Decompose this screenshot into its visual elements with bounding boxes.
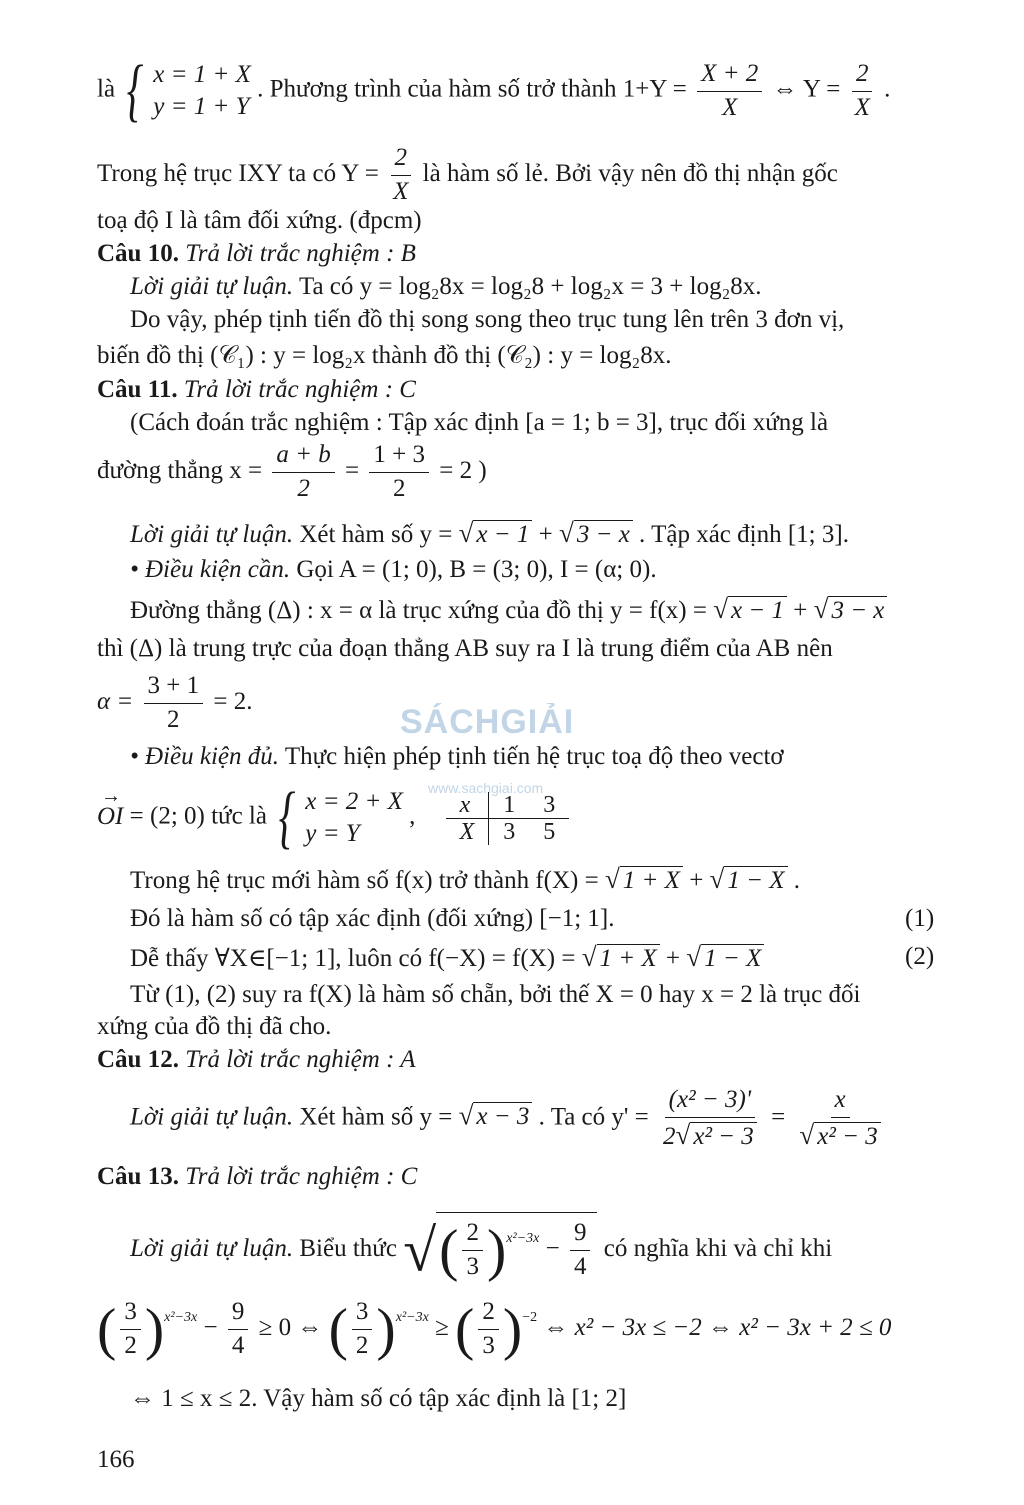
denominator: 2 (167, 705, 180, 733)
text: = 2. (213, 687, 253, 715)
exponent: x²−3x (395, 1309, 429, 1325)
fraction (120, 1298, 141, 1361)
numerator: X + 2 (697, 60, 762, 92)
q11-line-12: Dễ thấy ∀X∈[−1; 1], luôn có f(−X) = f(X) = √ 1 + X + √ 1 − X (130, 944, 764, 971)
table-cell: 5 (543, 818, 556, 845)
q11-line-9: → OI = (2; 0) tức là { x = 2 + X y = Y , x 1 3 X 3 5 (97, 783, 569, 853)
denominator: 4 (573, 1252, 587, 1280)
watermark (400, 703, 575, 796)
q13-line-3: ⇔ 1 ≤ x ≤ 2. Vậy hàm số có tập xác định là [1; 2] (130, 1385, 627, 1412)
fraction (352, 1298, 373, 1361)
exponent: x²−3x (506, 1230, 540, 1246)
q10-line-3: biến đồ thị (𝒞₁) : y = log₂x thành đồ thị (𝒞₂) : y = log₂8x. (97, 342, 672, 369)
numerator: 1 + 3 (369, 441, 429, 473)
fraction (697, 60, 762, 123)
table-row (446, 792, 570, 819)
table-cell: 3 (503, 818, 516, 845)
text: Biểu thức (299, 1234, 397, 1262)
numerator: 9 (570, 1219, 591, 1251)
fraction (478, 1298, 499, 1361)
denominator: 3 (482, 1331, 495, 1359)
question-title: Câu 11. (97, 376, 178, 403)
lead-text: • Điều kiện đủ. (130, 743, 279, 770)
text: . Phương trình của hàm số trở thành 1+Y = (257, 75, 687, 103)
lead-text: Lời giải tự luận. (130, 521, 294, 548)
table-cell: X (446, 818, 489, 845)
text: Trong hệ trục IXY ta có Y = (97, 159, 379, 187)
q11-line-3: Lời giải tự luận. Xét hàm số y = √ x − 1 + √ 3 − x . Tập xác định [1; 3]. (130, 518, 849, 548)
radicand: 3 − x (574, 520, 633, 548)
question-title: Câu 12. (97, 1046, 179, 1073)
system-row: x = 1 + X (153, 60, 251, 88)
denominator: √ x² − 3 (795, 1118, 884, 1152)
text: α = (97, 687, 134, 715)
radicand: 1 − X (701, 944, 764, 972)
equation-number-1: (1) (905, 905, 935, 932)
text: . (884, 75, 891, 103)
watermark-url: www.sachgiai.com (428, 780, 544, 796)
text: Xét hàm số y = (299, 1103, 453, 1131)
table-cell: 3 (529, 792, 569, 819)
q11-line-11: Đó là hàm số có tập xác định (đối xứng) [−1; 1]. (130, 905, 615, 932)
text: . Tập xác định [1; 3]. (639, 521, 849, 548)
q13-heading (97, 1164, 417, 1189)
fraction (389, 144, 412, 207)
exponent: −2 (522, 1309, 538, 1325)
numerator: 2 (478, 1298, 499, 1330)
fraction (369, 441, 429, 504)
table-cell: 1 (489, 792, 530, 819)
radicand: 1 − X (724, 866, 787, 894)
text: là (97, 75, 116, 103)
text: Xét hàm số y = (299, 521, 453, 548)
fraction (462, 1219, 483, 1282)
text: = (2; 0) tức là (129, 802, 267, 830)
q10-line-1 (130, 274, 762, 299)
system-row: y = Y (305, 820, 360, 847)
question-answer: Trả lời trắc nghiệm : A (185, 1046, 416, 1073)
text: Thực hiện phép tịnh tiến hệ trục toạ độ theo vectơ (284, 743, 784, 770)
q10-heading (97, 241, 416, 266)
text: là hàm số lẻ. Bởi vậy nên đồ thị nhận gốc (422, 159, 838, 187)
q11-line-13: Từ (1), (2) suy ra f(X) là hàm số chẵn, bởi thế X = 0 hay x = 2 là trục đối (130, 981, 861, 1008)
text: Đường thẳng (Δ) : x = α là trục xứng của đồ thị y = f(x) = (130, 597, 707, 624)
denominator: 2√ x² − 3 (659, 1118, 761, 1152)
fraction (228, 1298, 249, 1361)
q13-line-1: Lời giải tự luận. Biểu thức √( $\frac{2}{3}$ )$^{x^2-3x}$ − $\frac{9}{4}$ có nghĩa khi và chỉ khi (130, 1212, 832, 1282)
question-answer: Trả lời trắc nghiệm : B (185, 240, 416, 267)
numerator: 9 (228, 1298, 249, 1330)
fraction (795, 1086, 884, 1152)
q11-line-4 (130, 557, 657, 582)
fraction (570, 1219, 591, 1282)
vector-oi: → OI (97, 804, 123, 829)
fraction (272, 441, 334, 504)
numerator: (x² − 3)' (665, 1086, 755, 1118)
fraction (144, 672, 204, 735)
q11-line-7 (97, 672, 252, 735)
table-cell: x (446, 792, 489, 819)
text: = 2 ) (439, 456, 487, 484)
question-answer: Trả lời trắc nghiệm : C (185, 1163, 418, 1190)
q12-heading (97, 1047, 415, 1072)
system-1: { x = 1 + X y = 1 + Y (126, 52, 251, 129)
text: ⇔ x² − 3x ≤ −2 ⇔ x² − 3x + 2 ≤ 0 (543, 1313, 892, 1341)
text: Gọi A = (1; 0), B = (3; 0), I = (α; 0). (296, 556, 657, 583)
radicand: 1 + X (597, 944, 660, 972)
question-title: Câu 13. (97, 1163, 179, 1190)
numerator: x (831, 1086, 850, 1118)
denominator: 2 (355, 1331, 369, 1359)
system-2: { x = 2 + X y = Y (278, 779, 403, 856)
q11-line-14: xứng của đồ thị đã cho. (97, 1013, 332, 1040)
denominator: X (722, 93, 738, 121)
watermark-logo: SÁCHGIẢI (400, 703, 575, 741)
system-row: y = 1 + Y (153, 93, 250, 120)
radicand: 1 + X (620, 866, 683, 894)
fraction (851, 60, 874, 123)
q12-line-1: Lời giải tự luận. Xét hàm số y = √ x − 3 . Ta có y' = $\frac{\text{(x² − 3)'}}{\text{2√ x² − 3}}$ = $\frac{x}{\text{√ x² − 3}}$ (130, 1086, 889, 1152)
q11-line-10: Trong hệ trục mới hàm số f(x) trở thành f(X) = √ 1 + X + √ 1 − X . (130, 864, 801, 894)
table-row (446, 818, 570, 845)
q10-line-2: Do vậy, phép tịnh tiến đồ thị song song theo trục tung lên trên 3 đơn vị, (130, 306, 845, 333)
radicand: x² − 3 (690, 1122, 756, 1150)
text: Dễ thấy ∀X∈[−1; 1], luôn có f(−X) = f(X) = (130, 945, 576, 972)
system-row: x = 2 + X (305, 787, 403, 815)
numerator: 3 + 1 (144, 672, 204, 704)
text: . Ta có y' = (538, 1103, 649, 1131)
q11-line-5: Đường thẳng (Δ) : x = α là trục xứng của đồ thị y = f(x) = √ x − 1 + √ 3 − x (130, 596, 887, 623)
q13-line-2: ( $\frac{3}{2}$ )$^{x^2-3x}$ − $\frac{9}{4}$ ≥ 0 ⇔ ( $\frac{3}{2}$ )$^{x^2-3x}$ ≥ ( $\frac{2}{3}$ )$^{-2}$ ⇔ x² − 3x ≤ −2 ⇔ x² − 3x + 2 ≤ 0 (97, 1296, 892, 1362)
lead-text: • Điều kiện cần. (130, 556, 291, 583)
q11-line-2: đường thẳng x = $\frac{a + b}{2}$ = $\frac{1 + 3}{2}$ = 2 ) (97, 441, 487, 502)
lead-text: Lời giải tự luận. (130, 1234, 294, 1262)
numerator: 2 (852, 60, 873, 92)
radicand: ( $\frac{2}{3}$ )$^{x^2-3x}$ − $\frac{9}{4}$ (436, 1212, 597, 1282)
header-line-1 (97, 52, 891, 129)
radicand: 3 − x (828, 596, 887, 624)
exponent: x²−3x (164, 1309, 198, 1325)
radicand: x − 1 (728, 596, 787, 624)
q11-heading (97, 377, 416, 402)
text: Trong hệ trục mới hàm số f(x) trở thành f(X) = (130, 867, 599, 894)
text: 2 (663, 1122, 676, 1150)
text: ≥ 0 ⇔ (258, 1313, 323, 1341)
numerator: 2 (391, 144, 412, 176)
denominator: X (393, 177, 409, 205)
intro-line-3: toạ độ I là tâm đối xứng. (đpcm) (97, 207, 422, 234)
lead-text: Lời giải tự luận. (130, 1103, 294, 1131)
radicand: x − 1 (473, 520, 532, 548)
text: có nghĩa khi và chỉ khi (603, 1234, 833, 1262)
lead-text: Lời giải tự luận. (130, 273, 294, 300)
q11-line-6: thì (Δ) là trung trực của đoạn thẳng AB suy ra I là trung điểm của AB nên (97, 635, 833, 662)
denominator: X (854, 93, 870, 121)
q11-line-8 (130, 744, 784, 769)
denominator: 2 (124, 1331, 137, 1359)
numerator: a + b (272, 441, 334, 473)
radicand: x − 3 (473, 1102, 532, 1130)
numerator: 3 (120, 1298, 141, 1330)
question-title: Câu 10. (97, 240, 179, 267)
denominator: 4 (231, 1331, 245, 1359)
value-table (446, 792, 570, 845)
text: . (793, 867, 801, 894)
equation-number-2: (2) (905, 943, 935, 970)
intro-line-2 (97, 144, 838, 207)
denominator: 2 (392, 474, 406, 502)
denominator: 3 (466, 1252, 479, 1280)
text: ≥ (435, 1313, 449, 1341)
denominator: 2 (297, 474, 310, 502)
question-answer: Trả lời trắc nghiệm : C (183, 376, 416, 403)
numerator: 2 (462, 1219, 483, 1251)
text: ⇔ Y = (772, 75, 841, 103)
fraction (659, 1086, 761, 1152)
radicand: x² − 3 (814, 1122, 880, 1150)
text: đường thẳng x = (97, 456, 263, 484)
page-number: 166 (97, 1446, 135, 1473)
q11-line-1: (Cách đoán trắc nghiệm : Tập xác định [a = 1; b = 3], trục đối xứng là (130, 409, 829, 436)
text: Ta có y = log₂8x = log₂8 + log₂x = 3 + log₂8x. (298, 273, 762, 300)
numerator: 3 (352, 1298, 373, 1330)
